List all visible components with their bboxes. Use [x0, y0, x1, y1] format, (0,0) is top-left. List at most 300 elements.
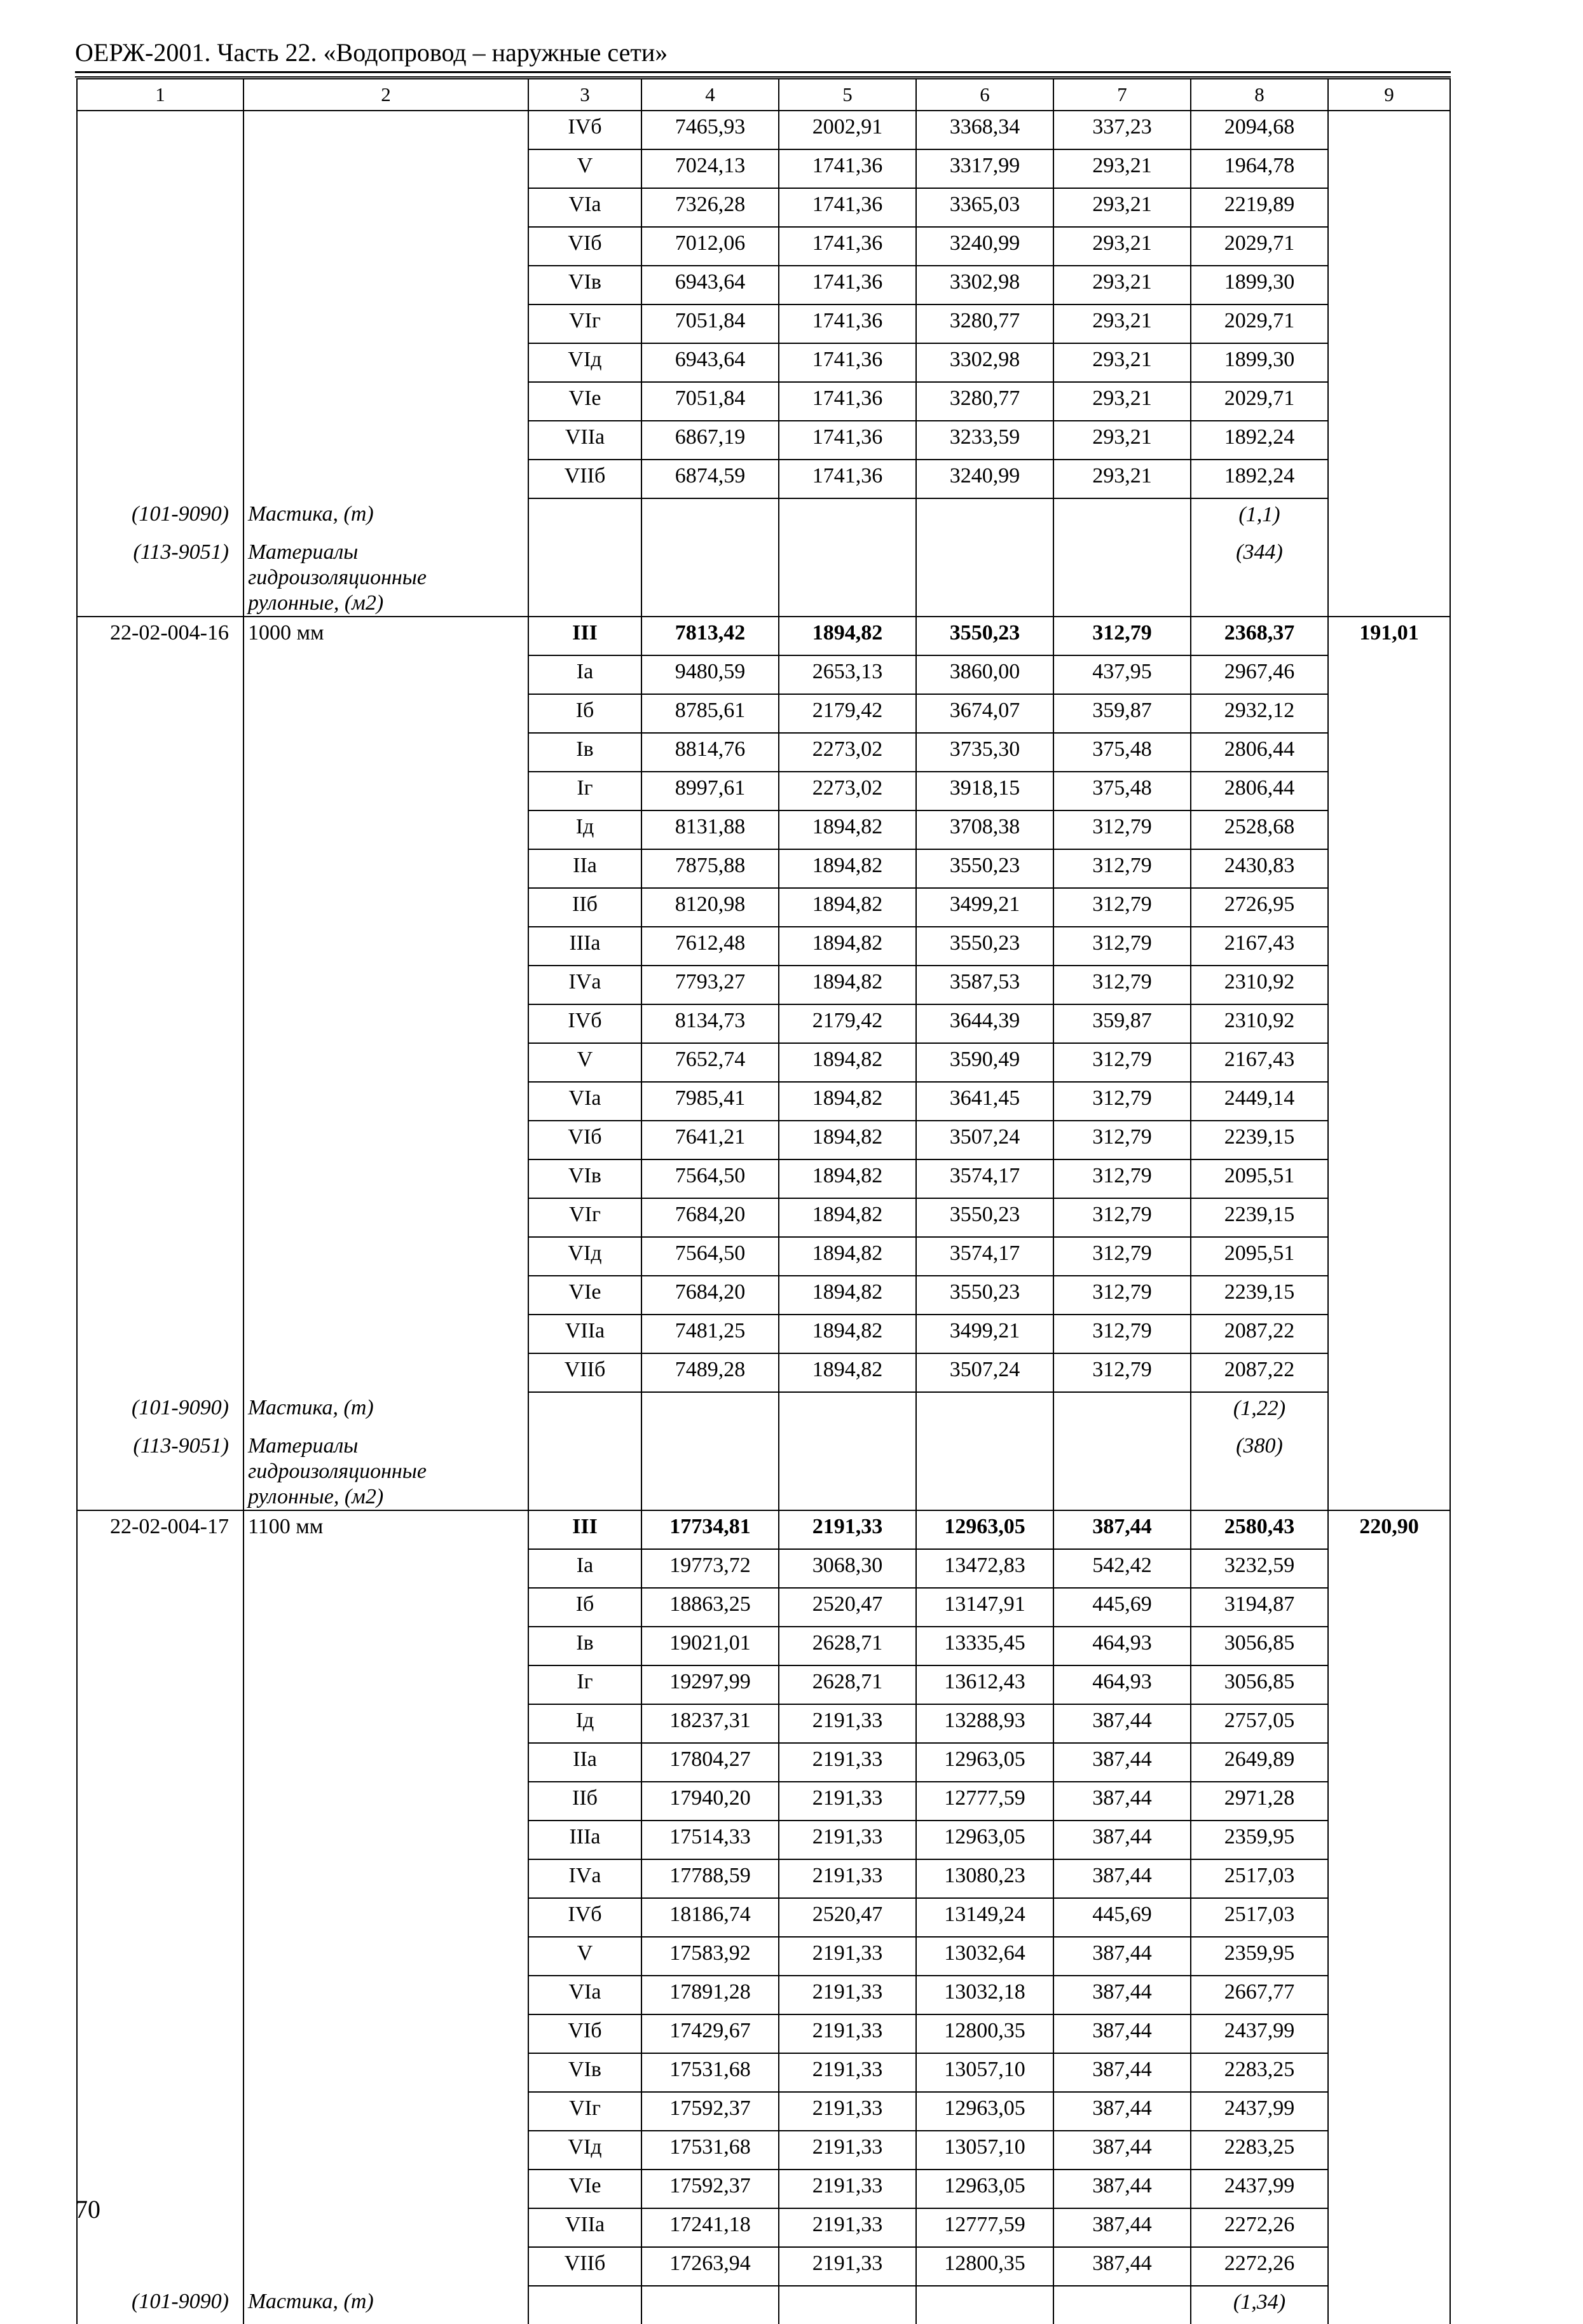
cell-value: 387,44 — [1053, 2131, 1191, 2170]
cell-name — [243, 888, 528, 927]
cell-value: 6943,64 — [641, 343, 779, 382]
cell-value: 387,44 — [1053, 2247, 1191, 2286]
material-value: (1,34) — [1191, 2286, 1328, 2324]
cell-empty — [641, 498, 779, 537]
cell-value: 375,48 — [1053, 772, 1191, 810]
table-row — [77, 188, 1450, 227]
cell-value: 2628,71 — [779, 1627, 916, 1665]
cell-empty — [1328, 1430, 1450, 1510]
cell-value: 8997,61 — [641, 772, 779, 810]
cell-value: 3280,77 — [916, 382, 1053, 421]
cell-value: 3302,98 — [916, 343, 1053, 382]
cell-value: 312,79 — [1053, 617, 1191, 655]
cell-name — [243, 382, 528, 421]
cell-value: 13057,10 — [916, 2131, 1053, 2170]
cell-col9 — [1328, 1859, 1450, 1898]
cell-name — [243, 1315, 528, 1353]
cell-value: 2967,46 — [1191, 655, 1328, 694]
cell-value: VIа — [528, 1082, 641, 1121]
cell-value: 2191,33 — [779, 1859, 916, 1898]
cell-value: 3641,45 — [916, 1082, 1053, 1121]
table-row — [77, 1549, 1450, 1588]
cell-value: VIа — [528, 188, 641, 227]
column-number-cell: 9 — [1328, 79, 1450, 111]
cell-value: 2272,26 — [1191, 2247, 1328, 2286]
cell-code: 22-02-004-16 — [77, 617, 243, 655]
table-row — [77, 927, 1450, 966]
cell-value: 1741,36 — [779, 188, 916, 227]
cell-value: 18186,74 — [641, 1898, 779, 1937]
cell-value: 2517,03 — [1191, 1859, 1328, 1898]
cell-col9 — [1328, 421, 1450, 460]
cell-value: 1894,82 — [779, 966, 916, 1004]
cell-value: IIIа — [528, 927, 641, 966]
cell-value: 2437,99 — [1191, 2014, 1328, 2053]
cell-value: VIг — [528, 2092, 641, 2131]
cell-value: 12963,05 — [916, 2092, 1053, 2131]
cell-code — [77, 1198, 243, 1237]
cell-value: 312,79 — [1053, 966, 1191, 1004]
column-number-row — [77, 79, 1450, 111]
cell-empty — [1328, 2286, 1450, 2324]
cell-value: 13149,24 — [916, 1898, 1053, 1937]
cell-col9 — [1328, 1276, 1450, 1315]
cell-name — [243, 927, 528, 966]
cell-value: 3708,38 — [916, 810, 1053, 849]
cell-name — [243, 1782, 528, 1821]
cell-value: 2087,22 — [1191, 1353, 1328, 1392]
cell-value: 3507,24 — [916, 1353, 1053, 1392]
cell-name — [243, 266, 528, 304]
cell-name — [243, 849, 528, 888]
cell-value: 12800,35 — [916, 2014, 1053, 2053]
cell-name — [243, 1821, 528, 1859]
cell-code — [77, 2092, 243, 2131]
material-name: Мастика, (т) — [243, 1392, 528, 1430]
cell-code — [77, 266, 243, 304]
cell-empty — [1328, 498, 1450, 537]
table-row — [77, 1082, 1450, 1121]
cell-col9 — [1328, 266, 1450, 304]
cell-value: VIIб — [528, 2247, 641, 2286]
cell-value: 3499,21 — [916, 888, 1053, 927]
table-row — [77, 849, 1450, 888]
cell-value: 2310,92 — [1191, 1004, 1328, 1043]
cell-value: V — [528, 149, 641, 188]
material-name: Материалы гидроизоляционные рулонные, (м2) — [243, 1430, 528, 1510]
cell-value: 17804,27 — [641, 1743, 779, 1782]
cell-name — [243, 1549, 528, 1588]
cell-value: IIа — [528, 849, 641, 888]
cell-col9 — [1328, 2170, 1450, 2208]
cell-value: 2095,51 — [1191, 1159, 1328, 1198]
cell-empty — [779, 2286, 916, 2324]
cell-value: 2667,77 — [1191, 1976, 1328, 2014]
cell-value: VIе — [528, 382, 641, 421]
cell-code — [77, 2053, 243, 2092]
cell-empty — [916, 1392, 1053, 1430]
column-number-cell: 7 — [1053, 79, 1191, 111]
cell-value: 7465,93 — [641, 111, 779, 149]
cell-value: 8131,88 — [641, 810, 779, 849]
cell-value: Iа — [528, 655, 641, 694]
cell-col9 — [1328, 2014, 1450, 2053]
cell-empty — [779, 1430, 916, 1510]
cell-value: IIа — [528, 1743, 641, 1782]
cell-empty — [916, 498, 1053, 537]
cell-code — [77, 1898, 243, 1937]
cell-value: 1741,36 — [779, 421, 916, 460]
cell-code — [77, 966, 243, 1004]
cell-empty — [916, 2286, 1053, 2324]
table-row — [77, 2014, 1450, 2053]
cell-value: 293,21 — [1053, 343, 1191, 382]
cell-col9 — [1328, 1043, 1450, 1082]
material-code: (101-9090) — [77, 1392, 243, 1430]
table-row — [77, 1976, 1450, 2014]
cell-value: VIг — [528, 1198, 641, 1237]
cell-value: 2191,33 — [779, 1821, 916, 1859]
cell-value: 12963,05 — [916, 1743, 1053, 1782]
cell-value: Iг — [528, 1665, 641, 1704]
table-row — [77, 1004, 1450, 1043]
cell-value: 13032,18 — [916, 1976, 1053, 2014]
cell-name — [243, 421, 528, 460]
cell-value: 312,79 — [1053, 1237, 1191, 1276]
cell-value: VIг — [528, 304, 641, 343]
cell-code: 22-02-004-17 — [77, 1510, 243, 1549]
cell-name — [243, 1859, 528, 1898]
cell-empty — [641, 537, 779, 617]
cell-value: 2368,37 — [1191, 617, 1328, 655]
cell-code — [77, 2170, 243, 2208]
table-row — [77, 1588, 1450, 1627]
table-row — [77, 2131, 1450, 2170]
table-row — [77, 343, 1450, 382]
cell-value: 359,87 — [1053, 1004, 1191, 1043]
material-name: Мастика, (т) — [243, 498, 528, 537]
cell-value: 17514,33 — [641, 1821, 779, 1859]
cell-col9 — [1328, 1976, 1450, 2014]
table-row — [77, 1743, 1450, 1782]
cell-col9 — [1328, 694, 1450, 733]
cell-empty — [1053, 2286, 1191, 2324]
cell-value: VIIа — [528, 421, 641, 460]
cell-value: 7564,50 — [641, 1159, 779, 1198]
cell-value: IIб — [528, 1782, 641, 1821]
cell-value: 293,21 — [1053, 227, 1191, 266]
cell-value: 3550,23 — [916, 617, 1053, 655]
cell-value: 387,44 — [1053, 1976, 1191, 2014]
cell-empty — [1053, 1430, 1191, 1510]
cell-value: 3550,23 — [916, 1276, 1053, 1315]
cell-empty — [779, 498, 916, 537]
column-number-cell: 2 — [243, 79, 528, 111]
cell-value: 293,21 — [1053, 421, 1191, 460]
cell-value: VIб — [528, 2014, 641, 2053]
cell-value: IVб — [528, 1898, 641, 1937]
cell-value: 13032,64 — [916, 1937, 1053, 1976]
table-row — [77, 1276, 1450, 1315]
table-row — [77, 2208, 1450, 2247]
page-header-title: ОЕРЖ-2001. Часть 22. «Водопровод – наружные сети» — [75, 38, 668, 67]
cell-value: 7489,28 — [641, 1353, 779, 1392]
cell-value: 7051,84 — [641, 304, 779, 343]
cell-col9 — [1328, 1549, 1450, 1588]
cell-value: 3574,17 — [916, 1159, 1053, 1198]
cell-code — [77, 655, 243, 694]
cell-code — [77, 1859, 243, 1898]
cell-value: 293,21 — [1053, 304, 1191, 343]
cell-value: 2757,05 — [1191, 1704, 1328, 1743]
cell-value: 387,44 — [1053, 1704, 1191, 1743]
cell-value: 2191,33 — [779, 2247, 916, 2286]
cell-value: VIIб — [528, 1353, 641, 1392]
cell-value: 2191,33 — [779, 2092, 916, 2131]
cell-empty — [528, 2286, 641, 2324]
cell-value: VIе — [528, 2170, 641, 2208]
cell-value: 312,79 — [1053, 1082, 1191, 1121]
cell-value: 2191,33 — [779, 1937, 916, 1976]
cell-value: 1894,82 — [779, 849, 916, 888]
cell-value: VIIа — [528, 1315, 641, 1353]
cell-value: 2191,33 — [779, 1743, 916, 1782]
table-row — [77, 421, 1450, 460]
table-row — [77, 694, 1450, 733]
cell-empty — [641, 1430, 779, 1510]
material-code: (101-9090) — [77, 2286, 243, 2324]
cell-code — [77, 810, 243, 849]
cell-value: 2191,33 — [779, 1704, 916, 1743]
cell-value: 293,21 — [1053, 266, 1191, 304]
cell-value: VIа — [528, 1976, 641, 2014]
cell-value: 2310,92 — [1191, 966, 1328, 1004]
cell-col9 — [1328, 1198, 1450, 1237]
cell-code — [77, 1976, 243, 2014]
cell-value: 1899,30 — [1191, 266, 1328, 304]
cell-col9 — [1328, 343, 1450, 382]
cell-code — [77, 2014, 243, 2053]
cell-value: 3056,85 — [1191, 1627, 1328, 1665]
cell-value: 3550,23 — [916, 849, 1053, 888]
cell-col9 — [1328, 1937, 1450, 1976]
cell-value: Iд — [528, 1704, 641, 1743]
cell-value: 3302,98 — [916, 266, 1053, 304]
cell-value: 17241,18 — [641, 2208, 779, 2247]
cell-value: 387,44 — [1053, 1782, 1191, 1821]
cell-empty — [641, 2286, 779, 2324]
table-row — [77, 149, 1450, 188]
cell-value: 13335,45 — [916, 1627, 1053, 1665]
cell-value: 2726,95 — [1191, 888, 1328, 927]
table-row — [77, 888, 1450, 927]
cell-value: Iг — [528, 772, 641, 810]
cell-name — [243, 460, 528, 498]
cell-value: 1894,82 — [779, 617, 916, 655]
cell-empty — [1328, 1392, 1450, 1430]
table-row — [77, 1043, 1450, 1082]
cell-code — [77, 1082, 243, 1121]
cell-value: 2191,33 — [779, 1510, 916, 1549]
cell-value: 2430,83 — [1191, 849, 1328, 888]
cell-col9 — [1328, 2053, 1450, 2092]
cell-value: 2437,99 — [1191, 2170, 1328, 2208]
cell-value: 3499,21 — [916, 1315, 1053, 1353]
cell-value: 1741,36 — [779, 343, 916, 382]
cell-value: 542,42 — [1053, 1549, 1191, 1588]
cell-value: V — [528, 1937, 641, 1976]
material-value: (380) — [1191, 1430, 1328, 1510]
cell-empty — [1053, 498, 1191, 537]
cell-value: 1894,82 — [779, 1121, 916, 1159]
cell-value: 3550,23 — [916, 927, 1053, 966]
cell-empty — [916, 537, 1053, 617]
cell-name — [243, 1043, 528, 1082]
cell-value: Iв — [528, 733, 641, 772]
cell-name — [243, 1898, 528, 1937]
cell-value: 2095,51 — [1191, 1237, 1328, 1276]
material-row — [77, 1392, 1450, 1430]
cell-value: 17734,81 — [641, 1510, 779, 1549]
table-row — [77, 1937, 1450, 1976]
cell-value: 2273,02 — [779, 733, 916, 772]
cell-value: 312,79 — [1053, 1198, 1191, 1237]
cell-empty — [528, 1392, 641, 1430]
cell-name: 1000 мм — [243, 617, 528, 655]
cell-value: VIб — [528, 227, 641, 266]
cell-value: 3232,59 — [1191, 1549, 1328, 1588]
cell-col9 — [1328, 1704, 1450, 1743]
cell-value: IIIа — [528, 1821, 641, 1859]
cell-name — [243, 1665, 528, 1704]
cell-code — [77, 1782, 243, 1821]
cell-col9 — [1328, 1782, 1450, 1821]
cell-value: 17531,68 — [641, 2131, 779, 2170]
table-row — [77, 1237, 1450, 1276]
cell-value: 3735,30 — [916, 733, 1053, 772]
cell-empty — [916, 1430, 1053, 1510]
cell-value: 1892,24 — [1191, 460, 1328, 498]
cell-value: 2191,33 — [779, 1782, 916, 1821]
cell-value: 3587,53 — [916, 966, 1053, 1004]
cell-value: 2520,47 — [779, 1898, 916, 1937]
cell-value: 12963,05 — [916, 2170, 1053, 2208]
cell-value: VIе — [528, 1276, 641, 1315]
cell-value: 293,21 — [1053, 460, 1191, 498]
cell-value: 8785,61 — [641, 694, 779, 733]
cell-value: VIд — [528, 1237, 641, 1276]
cell-value: 1894,82 — [779, 1159, 916, 1198]
cell-name — [243, 227, 528, 266]
cell-value: 12800,35 — [916, 2247, 1053, 2286]
cell-value: 7481,25 — [641, 1315, 779, 1353]
table-row — [77, 1665, 1450, 1704]
cell-value: 1741,36 — [779, 149, 916, 188]
cell-value: 387,44 — [1053, 2014, 1191, 2053]
cell-code — [77, 227, 243, 266]
cell-value: VIIа — [528, 2208, 641, 2247]
cell-value: 2179,42 — [779, 1004, 916, 1043]
cell-value: 1894,82 — [779, 1353, 916, 1392]
table-row — [77, 1198, 1450, 1237]
cell-name — [243, 655, 528, 694]
cell-value: VIв — [528, 2053, 641, 2092]
cell-value: 17940,20 — [641, 1782, 779, 1821]
cell-value: 1894,82 — [779, 888, 916, 927]
cell-value: 19297,99 — [641, 1665, 779, 1704]
cell-value: 1894,82 — [779, 810, 916, 849]
cell-code — [77, 304, 243, 343]
column-number-cell: 5 — [779, 79, 916, 111]
cell-value: 13472,83 — [916, 1549, 1053, 1588]
cell-value: 18863,25 — [641, 1588, 779, 1627]
cell-value: 445,69 — [1053, 1588, 1191, 1627]
cell-value: 2932,12 — [1191, 694, 1328, 733]
cell-value: 2191,33 — [779, 2131, 916, 2170]
cell-col9 — [1328, 188, 1450, 227]
cell-col9 — [1328, 1121, 1450, 1159]
cell-name — [243, 810, 528, 849]
cell-code — [77, 1004, 243, 1043]
column-number-cell: 1 — [77, 79, 243, 111]
cell-col9 — [1328, 1353, 1450, 1392]
table-row — [77, 966, 1450, 1004]
table-row — [77, 460, 1450, 498]
cell-value: 387,44 — [1053, 1743, 1191, 1782]
table-row — [77, 1159, 1450, 1198]
table-row — [77, 1859, 1450, 1898]
cell-value: 8134,73 — [641, 1004, 779, 1043]
cell-code — [77, 1237, 243, 1276]
cell-value: 3590,49 — [916, 1043, 1053, 1082]
cell-value: 387,44 — [1053, 2092, 1191, 2131]
cell-col9 — [1328, 2247, 1450, 2286]
cell-value: 17531,68 — [641, 2053, 779, 2092]
cell-value: VIб — [528, 1121, 641, 1159]
cell-value: 312,79 — [1053, 1276, 1191, 1315]
cell-code — [77, 1588, 243, 1627]
cell-value: 2628,71 — [779, 1665, 916, 1704]
cell-value: 2273,02 — [779, 772, 916, 810]
table-row — [77, 1782, 1450, 1821]
material-value: (1,1) — [1191, 498, 1328, 537]
cell-col9 — [1328, 810, 1450, 849]
cell-code — [77, 111, 243, 149]
cell-col9 — [1328, 772, 1450, 810]
cell-value: 7875,88 — [641, 849, 779, 888]
cell-code — [77, 421, 243, 460]
cell-value: 1741,36 — [779, 304, 916, 343]
cell-value: 2191,33 — [779, 1976, 916, 2014]
cell-name — [243, 2014, 528, 2053]
cell-col9 — [1328, 1821, 1450, 1859]
cell-value: VIIб — [528, 460, 641, 498]
cell-value: 3317,99 — [916, 149, 1053, 188]
cell-code — [77, 188, 243, 227]
table-row — [77, 1121, 1450, 1159]
cell-code — [77, 888, 243, 927]
cell-name — [243, 1082, 528, 1121]
cell-value: IVб — [528, 1004, 641, 1043]
table-row — [77, 733, 1450, 772]
cell-value: Iд — [528, 810, 641, 849]
cell-value: Iв — [528, 1627, 641, 1665]
cell-value: 12777,59 — [916, 1782, 1053, 1821]
cell-col9 — [1328, 1743, 1450, 1782]
cell-value: 2029,71 — [1191, 304, 1328, 343]
cell-col9 — [1328, 227, 1450, 266]
cell-value: 2580,43 — [1191, 1510, 1328, 1549]
